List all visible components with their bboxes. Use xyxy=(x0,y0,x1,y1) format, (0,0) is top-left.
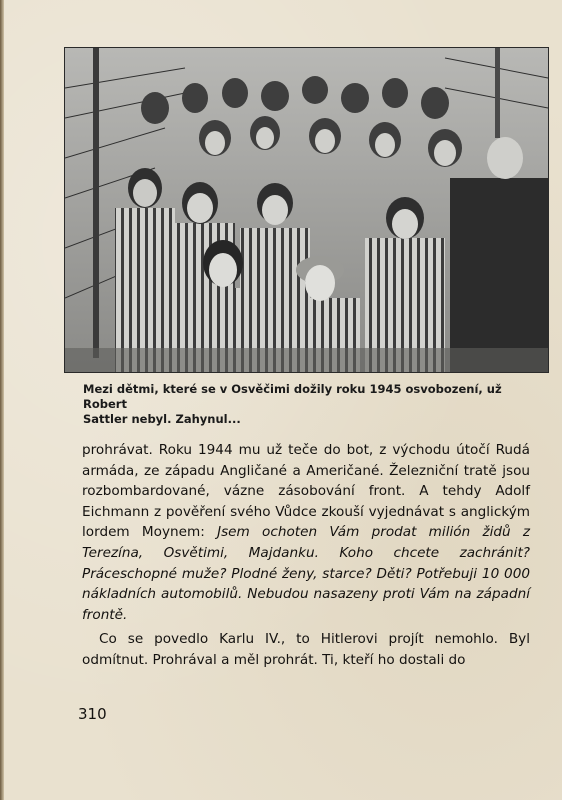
historical-photo xyxy=(64,47,549,373)
caption-line-1: Mezi dětmi, které se v Osvěčimi dožily roku 1945 osvobození, už Robert xyxy=(83,382,502,411)
body-text xyxy=(82,440,530,671)
caption-line-2: Sattler nebyl. Zahynul... xyxy=(83,412,241,426)
photo-caption xyxy=(83,382,528,427)
photo-illustration xyxy=(65,48,548,372)
page-number: 310 xyxy=(78,705,107,723)
paragraph-1-text: prohrávat. Roku 1944 mu už teče do bot, z východu útočí Rudá armáda, ze západu Angličané a Američané. Železniční tratě jsou rozbombardované, vázne zásobování front. A tehdy Adolf Eichmann z pověření svého Vůdce zkouší vyjednávat s anglickým lordem Moynem: xyxy=(82,442,530,541)
paragraph-2: Co se povedlo Karlu IV., to Hitlerovi projít nemohlo. Byl odmítnut. Prohrával a měl prohrát. Ti, kteří ho dostali do xyxy=(82,631,530,668)
paragraph-1 xyxy=(82,440,530,625)
paragraph-1-italic-quote: Jsem ochoten Vám prodat milión židů z Terezína, Osvětimi, Majdanku. Koho chcete zachránit? Práceschopné muže? Plodné ženy, starce? Děti? Potřebuji 10 000 nákladních automobilů. Nebudou nasazeny proti Vám na západní frontě. xyxy=(82,524,530,623)
page-binding-edge xyxy=(0,0,4,800)
